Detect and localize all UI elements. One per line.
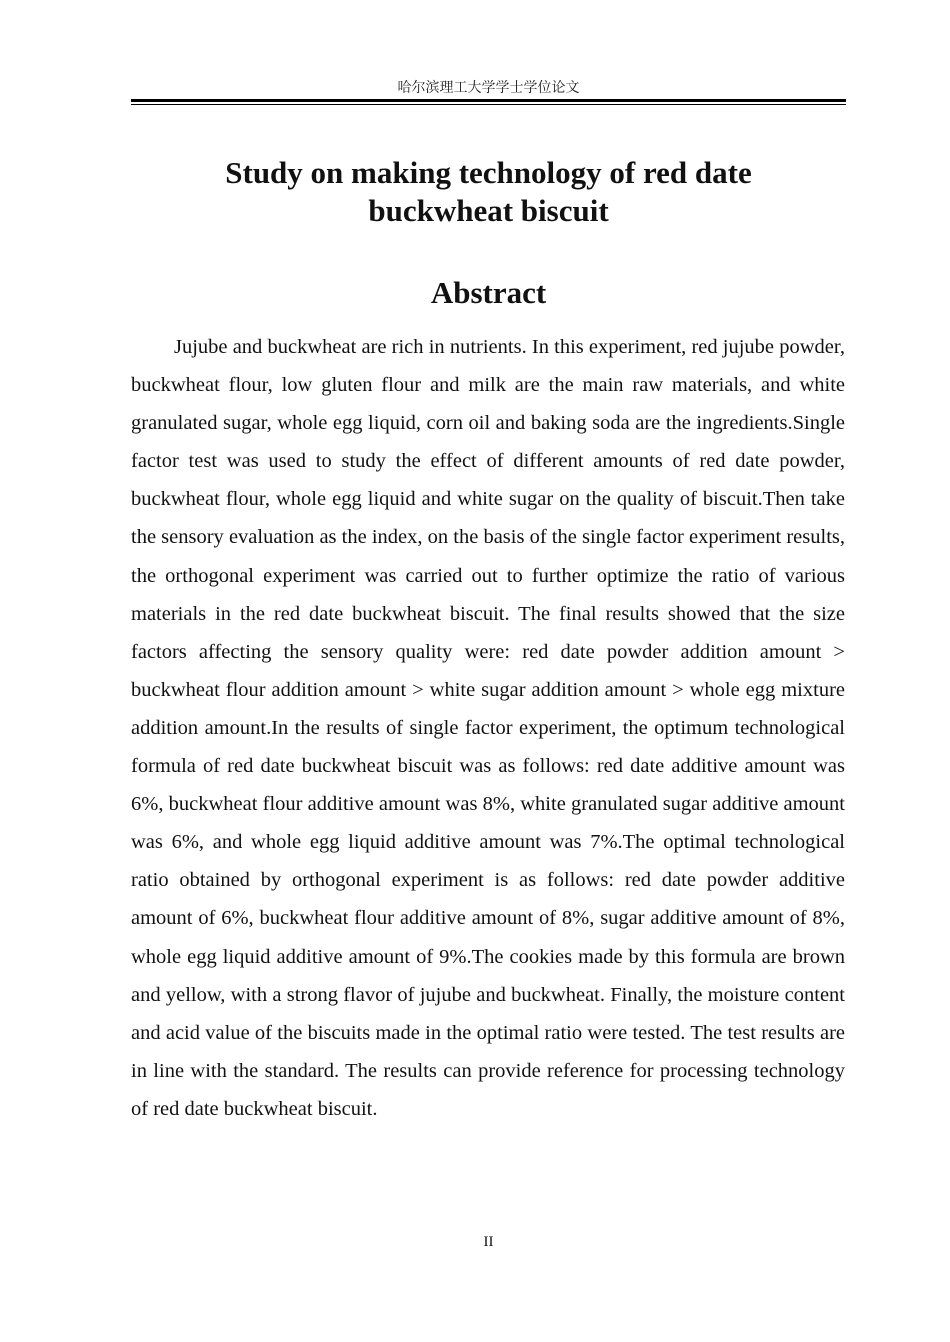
paper-title-line-2: buckwheat biscuit <box>368 193 609 228</box>
paper-title <box>131 154 846 230</box>
paper-title-line-1: Study on making technology of red date <box>225 155 752 190</box>
header-rule-thick <box>131 99 846 102</box>
abstract-heading: Abstract <box>430 275 547 310</box>
abstract-body: Jujube and buckwheat are rich in nutrients. In this experiment, red jujube powder, buckwheat flour, low gluten flour and milk are the main raw materials, and white granulated sugar, whole egg liquid, corn oil and baking soda are the ingredients.Single factor test was used to study the effect of different amounts of red date powder, buckwheat flour, whole egg liquid and white sugar on the quality of biscuit.Then take the sensory evaluation as the index, on the basis of the single factor experiment results, the orthogonal experiment was carried out to further optimize the ratio of various materials in the red date buckwheat biscuit. The final results showed that the size factors affecting the sensory quality were: red date powder addition amount > buckwheat flour addition amount > white sugar addition amount > whole egg mixture addition amount.In the results of single factor experiment, the optimum technological formula of red date buckwheat biscuit was as follows: red date additive amount was 6%, buckwheat flour additive amount was 8%, white granulated sugar additive amount was 6%, and whole egg liquid additive amount was 7%.The optimal technological ratio obtained by orthogonal experiment is as follows: red date powder additive amount of 6%, buckwheat flour additive amount of 8%, sugar additive amount of 8%, whole egg liquid additive amount of 9%.The cookies made by this formula are brown and yellow, with a strong flavor of jujube and buckwheat. Finally, the moisture content and acid value of the biscuits made in the optimal ratio were tested. The test results are in line with the standard. The results can provide reference for processing technology of red date buckwheat biscuit. <box>131 336 845 1120</box>
running-header: 哈尔滨理工大学学士学位论文 <box>397 80 580 96</box>
page-number: II <box>483 1234 494 1250</box>
header-rule-thin <box>131 104 846 105</box>
